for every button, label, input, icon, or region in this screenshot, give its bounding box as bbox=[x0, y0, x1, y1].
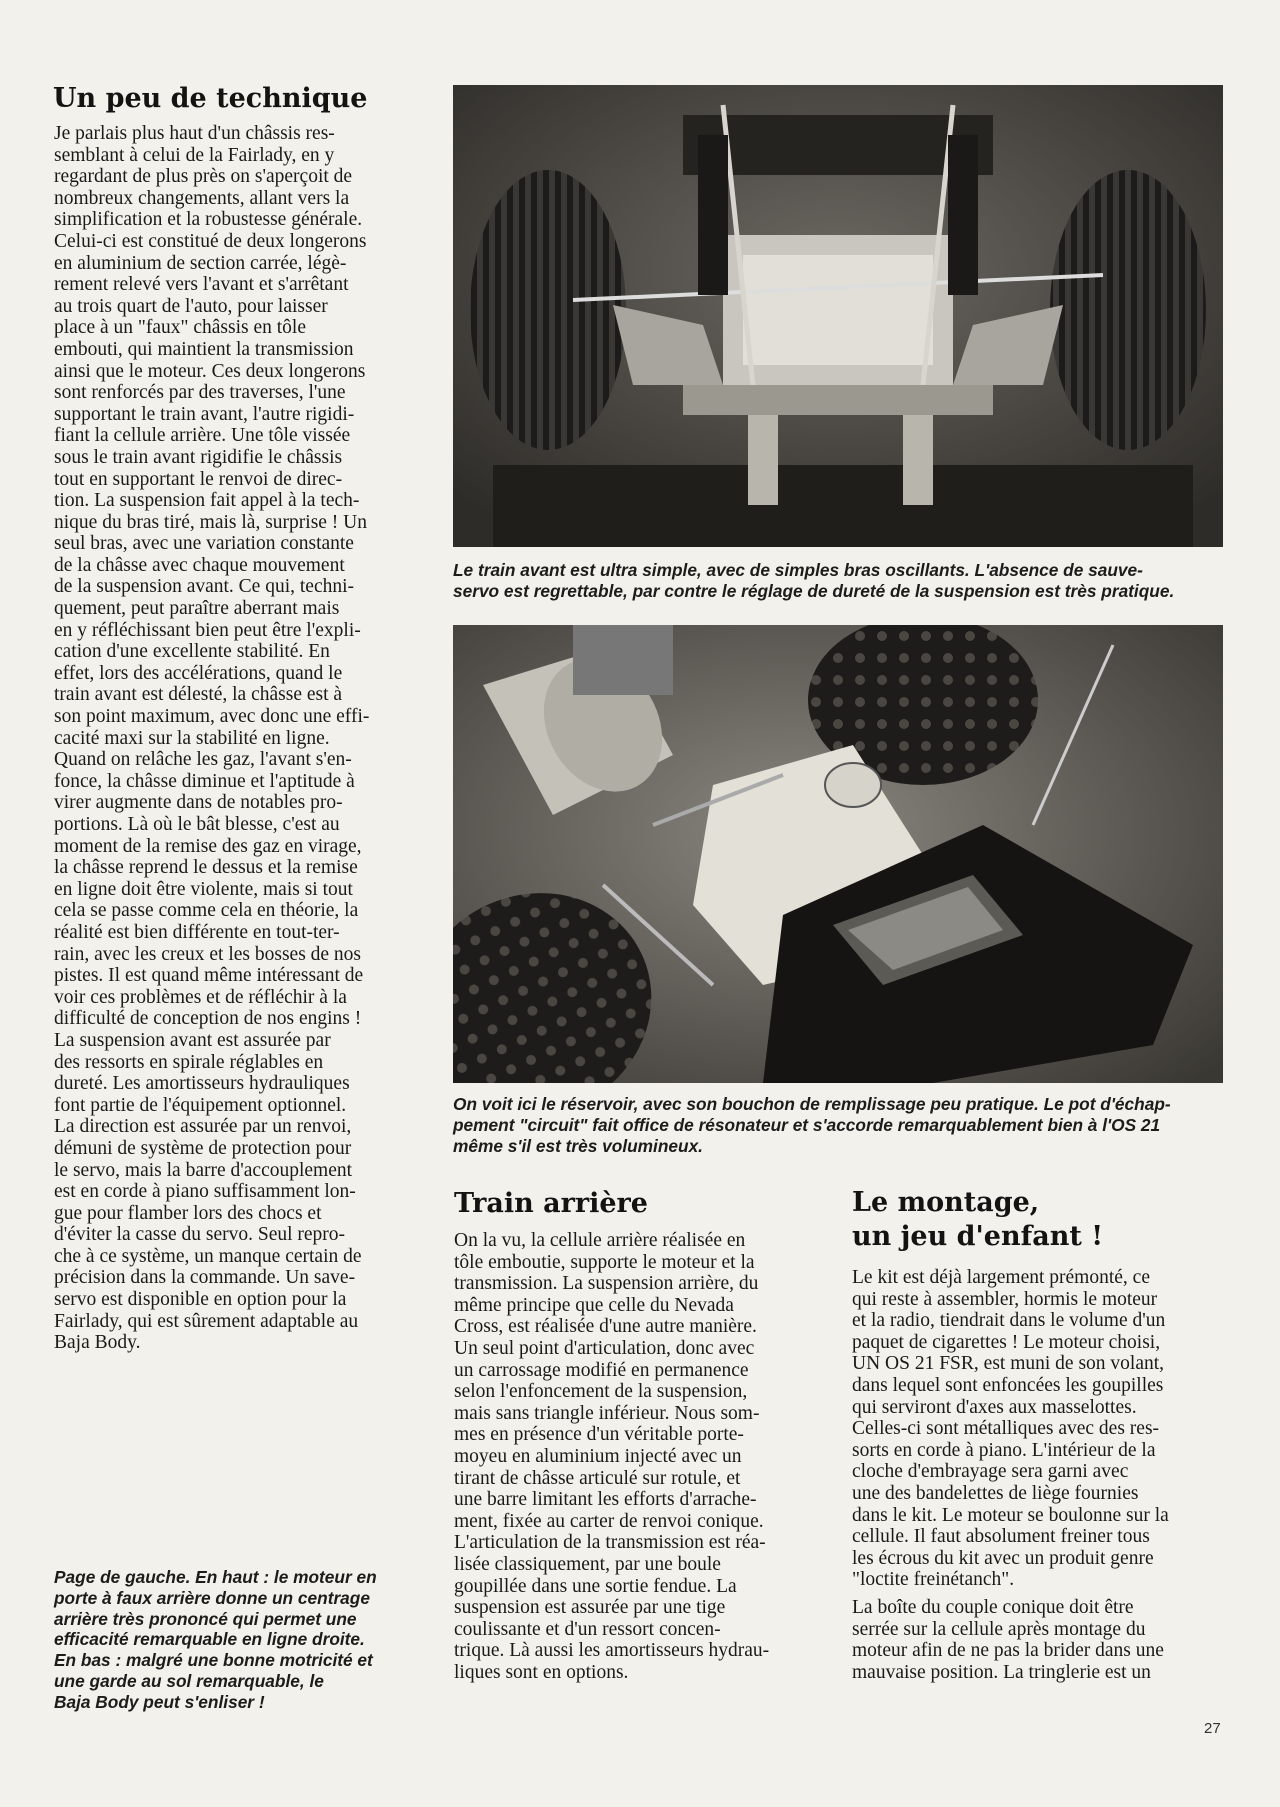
page-number: 27 bbox=[1204, 1720, 1221, 1737]
paragraph: On la vu, la cellule arrière réalisée en tôle emboutie, supporte le moteur et la transmission. La suspension arrière, du même principe que celle du Nevada Cross, est réalisée d'une autre manière. Un seul point d'articulation, donc avec un carrossage modifié en permanence selon l'enfoncement de la suspension, mais sans triangle inférieur. Nous som- mes en présence d'un véritable porte- moyeu en aluminium injecté avec un tirant de châsse articulé sur rotule, et une barre limitant les efforts d'arrache- ment, fixée au carter de renvoi conique. L'articulation de la transmission est réa- lisée classiquement, par une boule goupillée dans une sortie fendue. La suspension est assurée par une tige coulissante et d'un ressort concen- trique. Là aussi les amortisseurs hydrau- liques sont en options. bbox=[454, 1230, 770, 1683]
front-suspension-image bbox=[453, 85, 1223, 547]
section-body-train-arriere bbox=[454, 1230, 826, 1689]
section-body-technique bbox=[54, 123, 431, 1360]
paragraph: Le kit est déjà largement prémonté, ce qui reste à assembler, hormis le moteur et la radio, tiendrait dans le volume d'un paquet de cigarettes ! Le moteur choisi, UN OS 21 FSR, est muni de son volant, dans lequel sont enfoncées les goupilles qui serviront d'axes aux masselottes. Celles-ci sont métalliques avec des res- sorts en corde à piano. L'intérieur de la cloche d'embrayage sera garni avec une des bandelettes de liège fournies dans le kit. Le moteur se boulonne sur la cellule. Il faut absolument freiner tous les écrous du kit avec un produit genre "loctite freinétanch". bbox=[852, 1267, 1169, 1591]
section-heading-montage bbox=[852, 1186, 1232, 1254]
heading-line: un jeu d'enfant ! bbox=[852, 1221, 1104, 1252]
photo-front-suspension bbox=[453, 85, 1223, 547]
section-body-montage bbox=[852, 1267, 1226, 1689]
heading-line: Le montage, bbox=[852, 1187, 1040, 1218]
photo-fuel-tank-caption: On voit ici le réservoir, avec son bouchon de remplissage peu pratique. Le pot d'échap- pement "circuit" fait office de résonateur et s'accorde remarquablement bien à l'OS 21 même s'il est très volumineux. bbox=[453, 1094, 1171, 1156]
photo-front-suspension-caption: Le train avant est ultra simple, avec de simples bras oscillants. L'absence de sauve- servo est regrettable, par contre le réglage de dureté de la suspension est très pratique. bbox=[453, 560, 1175, 601]
section-heading-technique: Un peu de technique bbox=[53, 83, 368, 114]
paragraph: Je parlais plus haut d'un châssis res- semblant à celui de la Fairlady, en y regardant de plus près on s'aperçoit de nombreux changements, allant vers la simplification et la robustesse générale. Celui-ci est constitué de deux longerons en aluminium de section carrée, légè- rement relevé vers l'avant et s'arrêtant au trois quart de l'auto, pour laisser place à un "faux" châssis en tôle embouti, qui maintient la transmission ainsi que le moteur. Ces deux longerons sont renforcés par des traverses, l'une supportant le train avant, l'autre rigidi- fiant la cellule arrière. Une tôle vissée sous le train avant rigidifie le châssis tout en supportant le renvoi de direc- tion. La suspension fait appel à la tech- nique du bras tiré, mais là, surprise ! Un seul bras, avec une variation constante de la châsse avec chaque mouvement de la suspension avant. Ce qui, techni- quement, peut paraître aberrant mais en y réfléchissant bien peut être l'expli- cation d'une excellente stabilité. En effet, lors des accélérations, quand le train avant est délesté, la châsse est à son point maximum, avec donc une effi- cacité maxi sur la stabilité en ligne. Quand on relâche les gaz, l'avant s'en- fonce, la châsse diminue et l'aptitude à virer augmente dans de notables pro- portions. Là où le bât blesse, c'est au moment de la remise des gaz en virage, la châsse reprend le dessus et la remise en ligne doit être violente, mais si tout cela se passe comme cela en théorie, la réalité est bien différente en tout-ter- rain, avec les creux et les bosses de nos pistes. Il est quand même intéressant de voir ces problèmes et de réfléchir à la difficulté de conception de nos engins ! La suspension avant est assurée par des ressorts en spirale réglables en dureté. Les amortisseurs hydrauliques font partie de l'équipement optionnel. La direction est assurée par un renvoi, démuni de système de protection pour le servo, mais la barre d'accouplement est en corde à piano suffisamment lon- gue pour flamber lors des chocs et d'éviter la casse du servo. Seul repro- che à ce système, un manque certain de précision dans la commande. Un save- servo est disponible en option pour la Fairlady, qui est sûrement adaptable au Baja Body. bbox=[54, 123, 370, 1354]
photo-fuel-tank bbox=[453, 625, 1223, 1083]
paragraph: La boîte du couple conique doit être serrée sur la cellule après montage du moteur afin de ne pas la brider dans une mauvaise position. La tringlerie est un bbox=[852, 1596, 1164, 1683]
fuel-tank-image bbox=[453, 625, 1223, 1083]
section-heading-train-arriere: Train arrière bbox=[454, 1188, 648, 1219]
left-page-caption: Page de gauche. En haut : le moteur en porte à faux arrière donne un centrage arrière très prononcé qui permet une efficacité remarquable en ligne droite. En bas : malgré une bonne motricité et une garde au sol remarquable, le Baja Body peut s'enliser ! bbox=[54, 1567, 377, 1712]
